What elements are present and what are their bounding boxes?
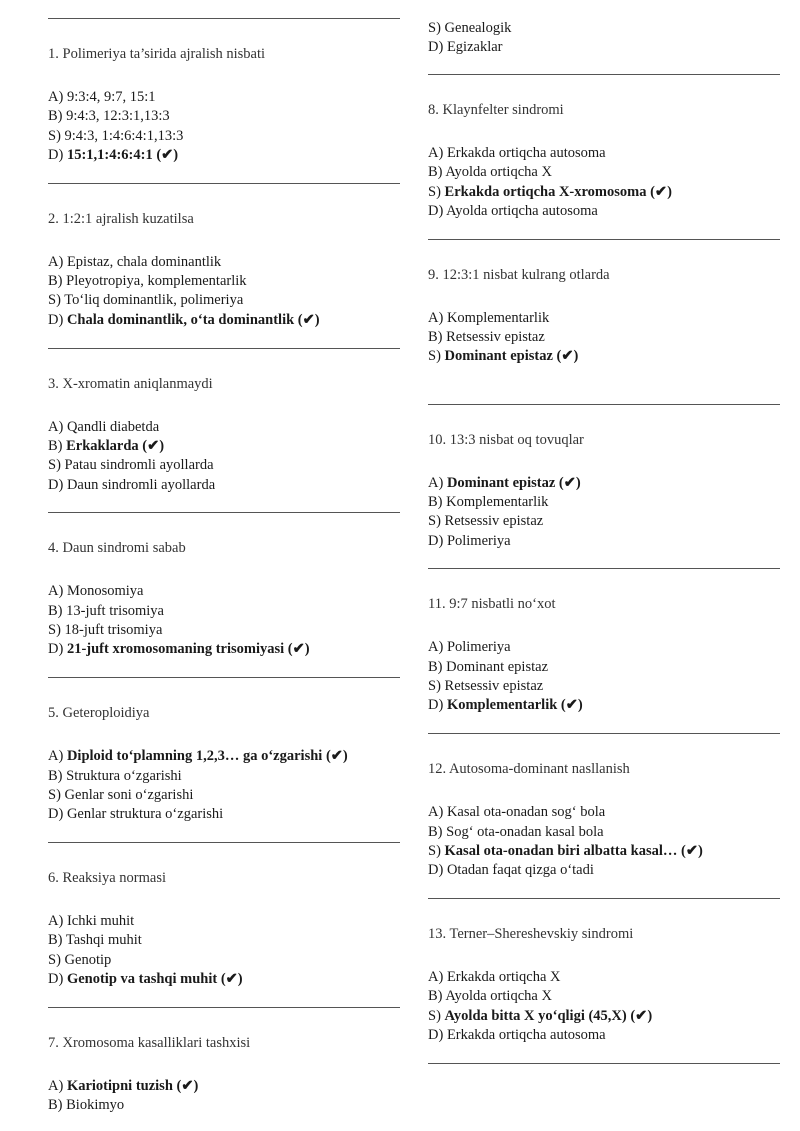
question-title-1: 1. Polimeriya ta’sirida ajralish nisbati — [48, 46, 266, 62]
question-title-4: 4. Daun sindromi sabab — [48, 540, 186, 557]
option-prefix: D) — [48, 641, 67, 658]
correct-answer-text: Dominant epistaz (✔) — [444, 348, 579, 365]
question-title-7: 7. Xromosoma kasalliklari tashxisi — [48, 1034, 251, 1051]
question-1-option-0 — [48, 90, 156, 105]
option-prefix: B) — [48, 1097, 67, 1114]
option-text: Genlar struktura o‘zgarishi — [66, 806, 224, 823]
option-prefix: S) — [428, 183, 445, 200]
question-title-10: 10. 13:3 nisbat oq tovuqlar — [428, 431, 584, 448]
question-2-option-3 — [48, 313, 320, 328]
option-prefix: B) — [48, 932, 66, 949]
option-prefix: B) — [48, 602, 67, 619]
option-text: Erkakda ortiqcha X — [446, 969, 561, 985]
option-prefix: B) — [428, 493, 447, 510]
question-1-option-1 — [48, 109, 170, 124]
question-2-option-0 — [48, 255, 221, 270]
option-text: Erkakda ortiqcha autosoma — [446, 1026, 606, 1043]
option-prefix: A) — [48, 89, 67, 105]
option-prefix: A) — [428, 639, 447, 656]
question-title-12: 12. Autosoma-dominant nasllanish — [428, 761, 630, 778]
option-prefix: A) — [428, 969, 447, 985]
option-prefix: B) — [428, 658, 447, 675]
option-prefix: A) — [428, 474, 447, 491]
question-title-5: 5. Geteroploidiya — [48, 705, 150, 722]
question-7-continued-option-0 — [428, 21, 511, 36]
question-title-9: 9. 12:3:1 nisbat kulrang otlarda — [428, 266, 610, 283]
correct-answer-text: 21-juft xromosomaning trisomiyasi (✔) — [66, 641, 310, 658]
question-title-6: 6. Reaksiya normasi — [48, 870, 166, 886]
question-12-option-0 — [428, 805, 605, 820]
option-prefix: S) — [428, 842, 445, 859]
question-7-option-0 — [48, 1079, 198, 1094]
option-text: Genlar soni o‘zgarishi — [64, 786, 194, 803]
option-text: Biokimyo — [66, 1097, 125, 1114]
option-prefix: D) — [428, 862, 447, 879]
question-7-continued-option-1 — [428, 40, 503, 55]
question-10-option-3 — [428, 534, 511, 549]
option-prefix: A) — [48, 418, 67, 435]
option-text: Retsessiv epistaz — [444, 513, 544, 530]
question-6-option-0 — [48, 914, 134, 929]
option-prefix: S) — [48, 457, 65, 474]
question-11-option-2 — [428, 679, 543, 694]
question-title-13: 13. Terner–Shereshevskiy sindromi — [428, 926, 634, 942]
question-5-option-0 — [48, 749, 348, 764]
option-prefix: S) — [428, 20, 445, 36]
correct-answer-text: Diploid to‘plamning 1,2,3… ga o‘zgarishi (✔) — [66, 748, 348, 765]
separator-line — [428, 404, 780, 405]
option-prefix: A) — [48, 1077, 67, 1094]
correct-answer-text: Ayolda bitta X yo‘qligi (45,X) (✔) — [444, 1007, 653, 1024]
option-prefix: S) — [48, 292, 65, 309]
correct-answer-text: Kasal ota-onadan biri albatta kasal… (✔) — [444, 842, 703, 859]
option-text: 18-juft trisomiya — [64, 622, 163, 638]
question-4-option-0 — [48, 584, 143, 599]
separator-line — [48, 842, 400, 843]
question-8-option-0 — [428, 146, 606, 161]
option-text: Komplementarlik — [446, 309, 550, 326]
option-prefix: D) — [428, 39, 447, 56]
option-text: Sog‘ ota-onadan kasal bola — [446, 823, 604, 840]
option-text: 9:4:3, 12:3:1,13:3 — [66, 108, 170, 125]
question-13-option-2 — [428, 1009, 652, 1024]
question-title-8: 8. Klaynfelter sindromi — [428, 102, 564, 118]
question-8-option-3 — [428, 204, 598, 219]
question-12-option-2 — [428, 844, 703, 859]
correct-answer-text: Erkaklarda (✔) — [66, 437, 165, 454]
question-3-option-2 — [48, 458, 214, 473]
correct-answer-text: Kariotipni tuzish (✔) — [66, 1077, 199, 1094]
option-prefix: S) — [48, 622, 65, 638]
question-6-option-1 — [48, 933, 142, 948]
question-4-option-3 — [48, 642, 310, 657]
question-title-3: 3. X-xromatin aniqlanmaydi — [48, 375, 213, 392]
question-5-option-1 — [48, 769, 182, 784]
option-text: Otadan faqat qizga o‘tadi — [446, 862, 594, 879]
question-6-option-2 — [48, 953, 111, 968]
option-prefix: D) — [48, 476, 67, 493]
option-prefix: A) — [48, 583, 67, 600]
separator-line — [428, 74, 780, 75]
question-4-option-1 — [48, 604, 164, 619]
option-prefix: D) — [48, 806, 67, 823]
question-3-option-3 — [48, 478, 215, 493]
correct-answer-text: Komplementarlik (✔) — [446, 697, 583, 714]
option-text: Dominant epistaz — [446, 658, 549, 675]
question-3-option-1 — [48, 439, 164, 454]
question-2-option-1 — [48, 274, 247, 289]
question-10-option-1 — [428, 495, 548, 510]
separator-line — [48, 348, 400, 349]
correct-answer-text: Dominant epistaz (✔) — [446, 474, 581, 491]
option-text: Polimeriya — [446, 532, 511, 549]
option-text: Monosomiya — [66, 583, 144, 600]
correct-answer-text: Chala dominantlik, o‘ta dominantlik (✔) — [66, 311, 320, 328]
question-9-option-0 — [428, 311, 549, 326]
question-12-option-1 — [428, 825, 604, 840]
question-11-option-1 — [428, 660, 548, 675]
question-9-option-1 — [428, 330, 545, 345]
separator-line — [48, 677, 400, 678]
question-13-option-0 — [428, 970, 560, 985]
correct-answer-text: Genotip va tashqi muhit (✔) — [66, 970, 243, 987]
separator-line — [428, 239, 780, 240]
option-prefix: S) — [48, 951, 65, 968]
separator-line — [428, 1063, 780, 1064]
option-text: Ichki muhit — [66, 913, 135, 929]
option-prefix: B) — [428, 988, 446, 1005]
option-prefix: B) — [428, 164, 446, 181]
option-text: 9:4:3, 1:4:6:4:1,13:3 — [64, 127, 184, 144]
option-text: Ayolda ortiqcha autosoma — [446, 202, 598, 219]
separator-line — [48, 512, 400, 513]
question-1-option-3 — [48, 148, 178, 163]
option-prefix: B) — [428, 329, 447, 346]
option-prefix: D) — [428, 1026, 447, 1043]
option-text: Retsessiv epistaz — [446, 329, 545, 346]
option-text: Struktura o‘zgarishi — [66, 767, 182, 784]
option-prefix: B) — [428, 823, 447, 840]
question-11-option-0 — [428, 640, 511, 655]
option-prefix: S) — [428, 1007, 445, 1024]
option-prefix: D) — [428, 202, 447, 219]
question-13-option-3 — [428, 1028, 606, 1043]
option-prefix: B) — [48, 437, 67, 454]
option-prefix: S) — [428, 348, 445, 365]
option-prefix: A) — [428, 309, 447, 326]
question-4-option-2 — [48, 623, 162, 638]
option-text: 13-juft trisomiya — [66, 602, 164, 619]
separator-line — [48, 18, 400, 19]
option-text: Ayolda ortiqcha X — [445, 164, 552, 181]
question-7-option-1 — [48, 1098, 124, 1113]
option-text: Komplementarlik — [446, 493, 549, 510]
question-8-option-1 — [428, 165, 552, 180]
question-10-option-0 — [428, 476, 581, 491]
option-text: Tashqi muhit — [65, 932, 142, 949]
option-prefix: B) — [48, 108, 67, 125]
option-prefix: A) — [428, 145, 447, 161]
question-5-option-3 — [48, 807, 223, 822]
option-text: Retsessiv epistaz — [444, 678, 544, 694]
question-8-option-2 — [428, 185, 672, 200]
option-text: Qandli diabetda — [66, 418, 160, 435]
option-text: To‘liq dominantlik, polimeriya — [64, 292, 244, 309]
option-text: Erkakda ortiqcha autosoma — [446, 145, 606, 161]
option-text: Daun sindromli ayollarda — [66, 476, 216, 493]
option-prefix: D) — [48, 970, 67, 987]
option-prefix: A) — [48, 913, 67, 929]
question-2-option-2 — [48, 293, 243, 308]
option-prefix: B) — [48, 767, 67, 784]
option-prefix: A) — [48, 748, 67, 765]
option-prefix: D) — [48, 311, 67, 328]
question-6-option-3 — [48, 972, 243, 987]
option-prefix: D) — [428, 532, 447, 549]
question-10-option-2 — [428, 514, 543, 529]
question-title-2: 2. 1:2:1 ajralish kuzatilsa — [48, 210, 194, 227]
option-text: Egizaklar — [446, 39, 503, 56]
question-13-option-1 — [428, 989, 552, 1004]
separator-line — [428, 898, 780, 899]
option-text: Kasal ota-onadan sog‘ bola — [446, 804, 606, 821]
option-text: Pleyotropiya, komplementarlik — [66, 273, 247, 290]
question-12-option-3 — [428, 863, 594, 878]
option-text: Ayolda ortiqcha X — [445, 988, 552, 1005]
separator-line — [48, 183, 400, 184]
option-text: 9:3:4, 9:7, 15:1 — [66, 89, 156, 105]
option-prefix: S) — [48, 786, 65, 803]
separator-line — [48, 1007, 400, 1008]
question-11-option-3 — [428, 698, 583, 713]
separator-line — [428, 568, 780, 569]
option-prefix: D) — [428, 697, 447, 714]
option-prefix: A) — [48, 253, 67, 270]
option-prefix: D) — [48, 146, 67, 163]
question-3-option-0 — [48, 420, 159, 435]
option-prefix: S) — [428, 678, 445, 694]
correct-answer-text: Erkakda ortiqcha X-xromosoma (✔) — [444, 183, 672, 200]
option-text: Polimeriya — [446, 639, 511, 656]
option-text: Patau sindromli ayollarda — [64, 457, 214, 474]
option-text: Genotip — [64, 951, 112, 968]
question-9-option-2 — [428, 349, 578, 364]
correct-answer-text: 15:1,1:4:6:4:1 (✔) — [66, 146, 179, 163]
option-text: Genealogik — [444, 20, 512, 36]
option-prefix: B) — [48, 273, 67, 290]
option-prefix: S) — [428, 513, 445, 530]
separator-line — [428, 733, 780, 734]
question-1-option-2 — [48, 129, 183, 144]
option-text: Epistaz, chala dominantlik — [66, 253, 222, 270]
question-title-11: 11. 9:7 nisbatli no‘xot — [428, 596, 556, 613]
option-prefix: A) — [428, 804, 447, 821]
question-5-option-2 — [48, 788, 193, 803]
option-prefix: S) — [48, 127, 65, 144]
